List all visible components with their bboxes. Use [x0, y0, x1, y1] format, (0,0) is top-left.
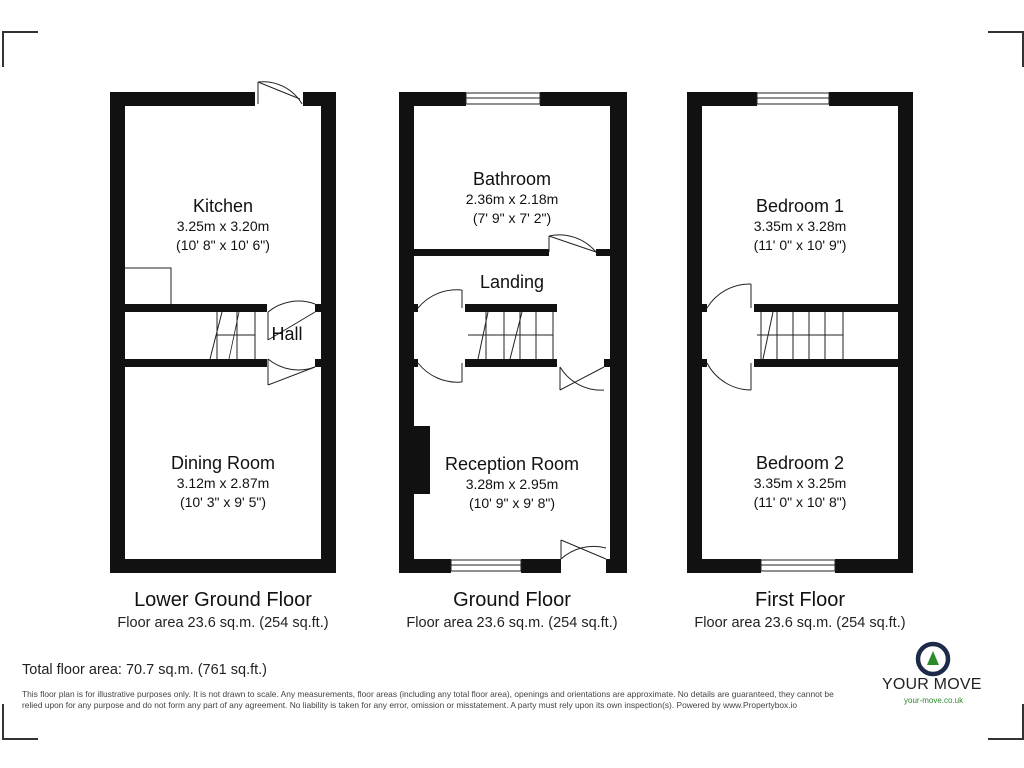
room-dimensions-imperial: (7' 9" x 7' 2"): [472, 210, 552, 226]
wall: [315, 359, 321, 367]
wall: [702, 359, 707, 367]
wall: [754, 304, 898, 312]
room-dimensions-metric: 3.35m x 3.28m: [753, 218, 847, 234]
wall: [110, 92, 255, 106]
wall: [702, 304, 707, 312]
wall: [596, 249, 610, 256]
wall: [125, 304, 267, 312]
wall: [754, 359, 898, 367]
floor-area-ground: Floor area 23.6 sq.m. (254 sq.ft.): [406, 615, 618, 631]
floor-area-first: Floor area 23.6 sq.m. (254 sq.ft.): [694, 615, 906, 631]
room-label-dining-room: [143, 453, 303, 512]
wall: [465, 359, 557, 367]
total-floor-area: Total floor area: 70.7 sq.m. (761 sq.ft.): [22, 662, 268, 678]
corner-mark-bottom-right: [988, 704, 1024, 740]
wall: [610, 92, 627, 573]
wall: [399, 559, 451, 573]
floor-title-lower-ground: Lower Ground Floor: [134, 589, 312, 611]
room-dimensions-metric: 3.35m x 3.25m: [753, 475, 847, 491]
room-label-bedroom-2: [725, 453, 875, 512]
floor-title-ground: Ground Floor: [453, 589, 571, 611]
room-label-landing: [462, 272, 562, 293]
room-label-bathroom: [437, 169, 587, 228]
logo-url[interactable]: your-move.co.uk: [904, 696, 964, 705]
disclaimer-text: This floor plan is for illustrative purposes only. It is not drawn to scale. Any measurements, floor areas (including any total floor area), openings and orientations are approximate. No details are guaranteed, they cannot be relied upon for any purpose and do not form any part of any agreement. No liability is taken for any error, omission or misstatement. A party must rely upon its own inspection(s). Powered by www.Propertybox.io: [22, 689, 834, 710]
room-dimensions-metric: 3.25m x 3.20m: [176, 218, 270, 234]
room-label-hall: [262, 324, 312, 345]
room-dimensions-imperial: (10' 9" x 9' 8"): [468, 495, 556, 511]
floor-title-first: First Floor: [755, 589, 845, 611]
fireplace: [414, 426, 430, 494]
room-name: Bathroom: [472, 169, 552, 189]
wall: [321, 92, 336, 573]
room-name: Hall: [271, 324, 303, 344]
wall: [110, 92, 125, 573]
room-dimensions-imperial: (11' 0" x 10' 9"): [753, 237, 847, 253]
wall: [687, 92, 702, 573]
wall: [110, 559, 336, 573]
floor-area-lower-ground: Floor area 23.6 sq.m. (254 sq.ft.): [117, 615, 329, 631]
room-dimensions-imperial: (10' 8" x 10' 6"): [176, 237, 270, 253]
room-dimensions-metric: 3.12m x 2.87m: [176, 475, 270, 491]
wall: [835, 559, 913, 573]
room-label-bedroom-1: [725, 196, 875, 255]
room-name: Bedroom 1: [755, 196, 845, 216]
wall: [521, 559, 561, 573]
room-name: Reception Room: [444, 454, 580, 474]
wall: [898, 92, 913, 573]
logo-name: YOUR MOVE: [882, 676, 982, 693]
wall: [125, 359, 267, 367]
wall: [687, 559, 761, 573]
room-name: Kitchen: [192, 196, 254, 216]
wall: [414, 359, 418, 367]
room-name: Dining Room: [170, 453, 276, 473]
room-dimensions-imperial: (11' 0" x 10' 8"): [753, 494, 847, 510]
wall: [606, 559, 627, 573]
room-label-kitchen: [148, 196, 298, 255]
room-dimensions-metric: 2.36m x 2.18m: [465, 191, 559, 207]
room-name: Bedroom 2: [755, 453, 845, 473]
your-move-logo-icon: [915, 641, 951, 677]
room-name: Landing: [479, 272, 545, 292]
wall: [414, 249, 549, 256]
room-dimensions-imperial: (10' 3" x 9' 5"): [179, 494, 267, 510]
wall: [315, 304, 321, 312]
room-label-reception-room: [432, 454, 592, 513]
wall: [465, 304, 557, 312]
wall: [604, 359, 610, 367]
wall: [399, 92, 414, 573]
wall: [414, 304, 418, 312]
room-dimensions-metric: 3.28m x 2.95m: [465, 476, 559, 492]
